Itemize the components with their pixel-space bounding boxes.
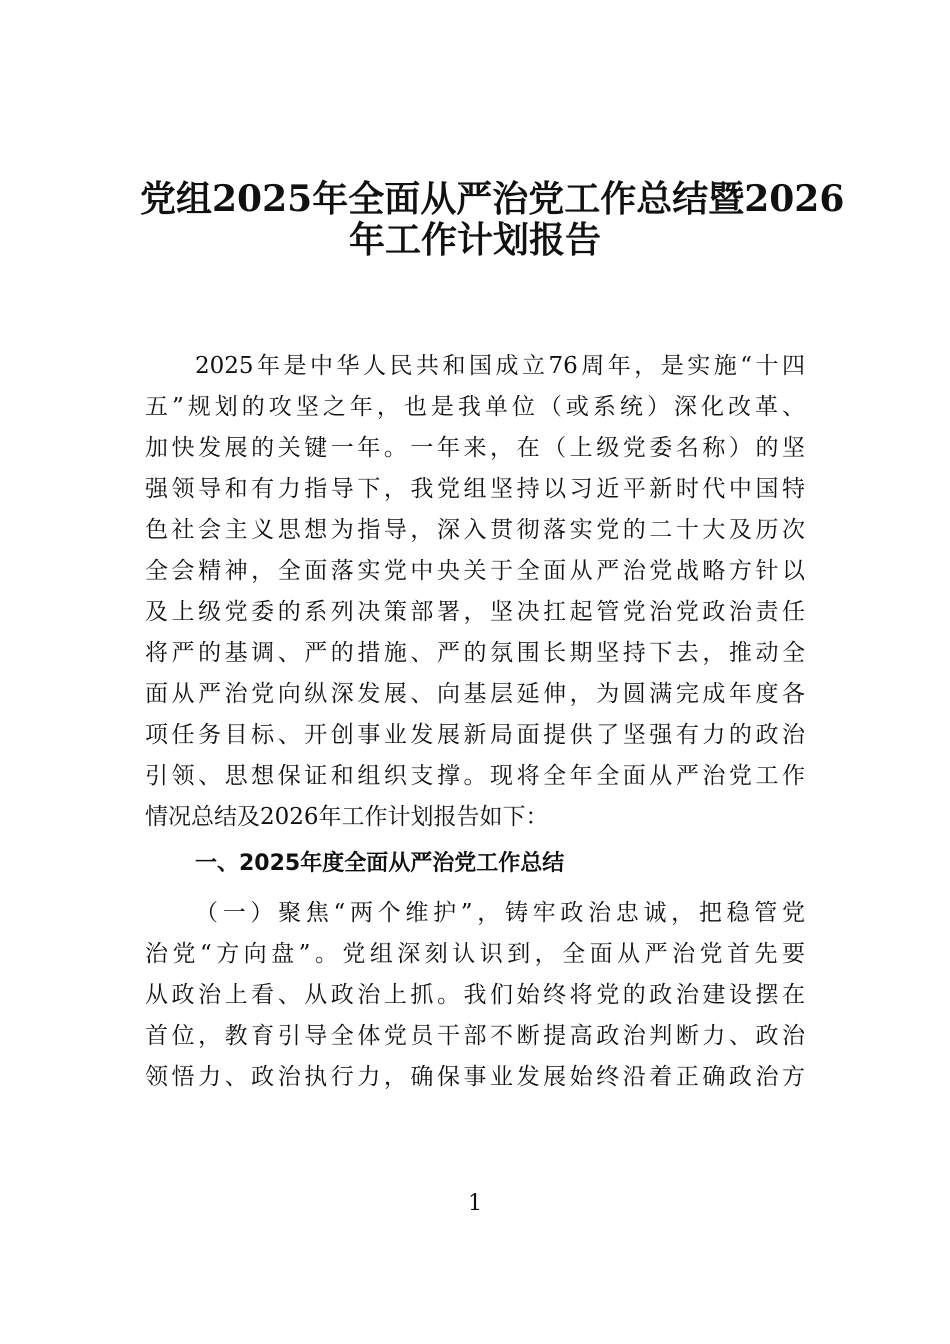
intro-paragraph-line: 五”规划的攻坚之年，也是我单位（或系统）深化改革、 — [145, 394, 805, 420]
intro-paragraph-line: 加快发展的关键一年。一年来，在（上级党委名称）的坚 — [145, 435, 805, 461]
section-paragraph-line: （一）聚焦“两个维护”，铸牢政治忠诚，把稳管党 — [195, 900, 805, 926]
intro-paragraph-line: 将严的基调、严的措施、严的氛围长期坚持下去，推动全 — [145, 640, 805, 666]
page-number: 1 — [468, 1191, 482, 1216]
intro-paragraph-line: 色社会主义思想为指导，深入贯彻落实党的二十大及历次 — [145, 517, 805, 543]
intro-paragraph-line: 强领导和有力指导下，我党组坚持以习近平新时代中国特 — [145, 476, 805, 502]
section-paragraph-line: 领悟力、政治执行力，确保事业发展始终沿着正确政治方 — [145, 1064, 805, 1090]
intro-paragraph-line: 全会精神，全面落实党中央关于全面从严治党战略方针以 — [145, 558, 805, 584]
intro-paragraph-line: 面从严治党向纵深发展、向基层延伸，为圆满完成年度各 — [145, 681, 805, 707]
intro-paragraph-line: 情况总结及2026年工作计划报告如下： — [145, 804, 549, 830]
intro-paragraph-line: 项任务目标、开创事业发展新局面提供了坚强有力的政治 — [145, 722, 805, 748]
document-title-line-2: 年工作计划报告 — [348, 219, 601, 261]
document-title-line-1: 党组2025年全面从严治党工作总结暨2026 — [140, 178, 845, 220]
section-heading: 一、2025年度全面从严治党工作总结 — [195, 851, 565, 876]
intro-paragraph-line: 及上级党委的系列决策部署，坚决扛起管党治党政治责任 — [145, 599, 805, 625]
intro-paragraph-line: 引领、思想保证和组织支撑。现将全年全面从严治党工作 — [145, 763, 805, 789]
intro-paragraph-line: 2025年是中华人民共和国成立76周年，是实施“十四 — [195, 353, 805, 379]
section-paragraph-line: 从政治上看、从政治上抓。我们始终将党的政治建设摆在 — [145, 982, 805, 1008]
section-paragraph-line: 治党“方向盘”。党组深刻认识到，全面从严治党首先要 — [145, 941, 805, 967]
section-paragraph-line: 首位，教育引导全体党员干部不断提高政治判断力、政治 — [145, 1023, 805, 1049]
